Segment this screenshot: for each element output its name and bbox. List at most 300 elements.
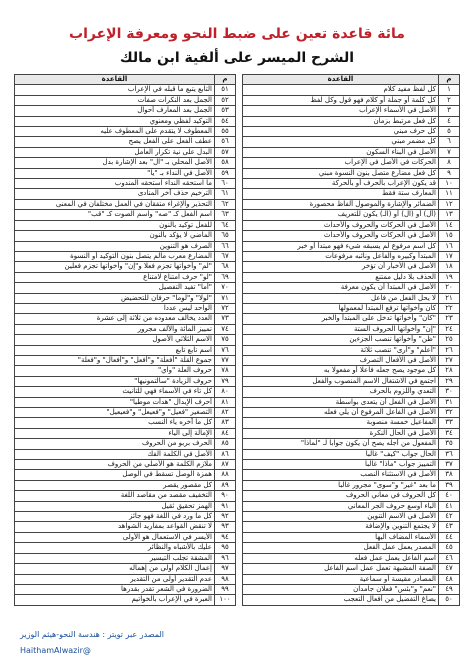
rule-text: الأصل في الفعل أن يتعدى بواسطة	[243, 397, 439, 407]
rule-number: ٧٧	[215, 355, 236, 365]
table-row	[15, 387, 236, 397]
rule-number: ٣٥	[439, 439, 460, 449]
rule-text: الأصل في الكلمة الفك	[15, 449, 215, 459]
rule-text: الجمل بعد النكرات صفات	[15, 95, 215, 105]
rule-text: الأصل في البناء السكون	[243, 147, 439, 157]
rule-text: حروف الزيادة "سألتمونيها"	[15, 376, 215, 386]
rule-number: ٦٥	[215, 231, 236, 241]
rule-text: (أل) أو (ال) أو (الـ) يكون للتعريف	[243, 210, 439, 220]
rule-number: ٧	[439, 147, 460, 157]
rule-number: ٢	[439, 95, 460, 105]
table-row	[15, 179, 236, 189]
rule-number: ٣١	[439, 397, 460, 407]
rule-text: التعدي واللزوم بالحرف	[243, 387, 439, 397]
table-row	[15, 512, 236, 522]
table-row	[15, 199, 236, 209]
rule-number: ٦٤	[215, 220, 236, 230]
rule-text: الماضي لا يؤكد بالنون	[15, 231, 215, 241]
rule-text: الإمالة إلى الياء	[15, 428, 215, 438]
table-row	[243, 470, 460, 480]
table-row	[243, 449, 460, 459]
rule-text: الأصل في الحركات والحروف والأحداث	[243, 231, 439, 241]
table-row	[243, 272, 460, 282]
table-row	[243, 428, 460, 438]
rule-number: ٧٩	[215, 376, 236, 386]
rule-text: التابع يتبع ما قبله في الإعراب	[15, 85, 215, 95]
rule-text: الترخيم حذف آخر المنادى	[15, 189, 215, 199]
table-row	[15, 272, 236, 282]
table-row	[15, 147, 236, 157]
rule-number: ٤	[439, 116, 460, 126]
table-row	[243, 532, 460, 542]
rule-number: ٢٦	[439, 345, 460, 355]
rule-text: كل تاء في الأسماء فهي للتأنيث	[15, 387, 215, 397]
table-row	[243, 106, 460, 116]
rule-number: ٧٥	[215, 335, 236, 345]
rule-text: المبتدأ وكبيره والفاعل ونائبه مرفوعات	[243, 251, 439, 261]
rule-text: كل كلمة أو جملة أو كلام فهو قول وكل لفظ	[243, 95, 439, 105]
rule-text: "إن" وأخواتها الحروف الستة	[243, 324, 439, 334]
rule-number: ١٥	[439, 231, 460, 241]
rule-text: الضرورة في الشعر تقدر بقدرها	[15, 584, 215, 594]
table-row	[243, 303, 460, 313]
rule-number: ٨٦	[215, 449, 236, 459]
table-row	[243, 345, 460, 355]
rule-text: الأصل في النداء بـ "يا"	[15, 168, 215, 178]
table-row	[243, 491, 460, 501]
rule-number: ٢١	[439, 293, 460, 303]
rule-number: ٤٨	[439, 574, 460, 584]
table-row	[243, 355, 460, 365]
table-row	[243, 241, 460, 251]
rule-number: ١	[439, 85, 460, 95]
rules-table-right	[242, 74, 460, 606]
rule-number: ٣٠	[439, 387, 460, 397]
rule-number: ٦١	[215, 189, 236, 199]
rule-text: حروف العلة "واي"	[15, 366, 215, 376]
rule-number: ٤٢	[439, 512, 460, 522]
rule-text: إعمال الكلام أولى من إهماله	[15, 564, 215, 574]
table-row	[15, 418, 236, 428]
rule-text: الأصل في الفاعل المرفوع أن يلي فعله	[243, 408, 439, 418]
table-row	[15, 335, 236, 345]
rule-text: العدد يخالف معدوده من ثلاثة إلى عشرة	[15, 314, 215, 324]
rule-text: المفعول من أجله يصح أن يكون جوابا لـ "لماذا"	[243, 439, 439, 449]
rule-number: ٣٨	[439, 470, 460, 480]
table-row	[15, 241, 236, 251]
table-row	[15, 127, 236, 137]
rule-number: ٩٢	[215, 512, 236, 522]
page-title: مائة قاعدة تعين على ضبط النحو ومعرفة الإعراب	[69, 26, 405, 42]
rule-text: المعطوف لا يتقدم على المعطوف عليه	[15, 127, 215, 137]
table-row	[15, 85, 236, 95]
table-row	[15, 189, 236, 199]
table-row	[15, 303, 236, 313]
table-row	[15, 210, 236, 220]
rule-text: الأصل في الأخبار أن تؤخر	[243, 262, 439, 272]
table-row	[243, 522, 460, 532]
rule-number: ٨٨	[215, 470, 236, 480]
table-row	[243, 95, 460, 105]
rule-number: ٨٤	[215, 428, 236, 438]
table-row	[15, 345, 236, 355]
rule-number: ٦	[439, 137, 460, 147]
column-header-rule: القاعدة	[15, 75, 215, 85]
table-row	[243, 512, 460, 522]
rule-text: الأصل في الأسماء الإعراب	[243, 106, 439, 116]
table-row	[15, 449, 236, 459]
rule-text: الضمائر والإشارة والموصول ألفاظ محصورة	[243, 199, 439, 209]
rule-number: ٥٧	[215, 147, 236, 157]
table-row	[15, 106, 236, 116]
rule-text: "لولا" و"لوما" حرفان للتحضيض	[15, 293, 215, 303]
rule-number: ٣	[439, 106, 460, 116]
rule-number: ٢٧	[439, 355, 460, 365]
rule-number: ٣٤	[439, 428, 460, 438]
table-row	[243, 262, 460, 272]
table-header-row	[15, 75, 236, 85]
rule-number: ٣٧	[439, 460, 460, 470]
rule-text: الأصل في الحركات والحروف والأحداث	[243, 220, 439, 230]
rule-number: ٧٤	[215, 324, 236, 334]
rule-text: كل الحروف في معاني الحروف	[243, 491, 439, 501]
rule-number: ٤٩	[439, 584, 460, 594]
table-row	[15, 314, 236, 324]
rule-number: ٨٩	[215, 480, 236, 490]
table-row	[15, 366, 236, 376]
rule-text: همزة الوصل تسقط في الوصل	[15, 470, 215, 480]
rule-number: ٢٥	[439, 335, 460, 345]
rule-text: التخفيف مقصد من مقاصد اللغة	[15, 491, 215, 501]
rule-number: ٩٠	[215, 491, 236, 501]
rule-number: ٥٢	[215, 95, 236, 105]
rule-text: قد يكون الإعراب بالحرف أو بالحركة	[243, 179, 439, 189]
rule-text: كل لفظ مفيد كلام	[243, 85, 439, 95]
rule-text: المصدر يعمل عمل الفعل	[243, 543, 439, 553]
twitter-handle: @HaithamAlwazir	[20, 646, 91, 655]
rule-text: البدل على نية تكرار العامل	[15, 147, 215, 157]
rule-number: ٨	[439, 158, 460, 168]
rule-text: عطف الفعل على الفعل يصح	[15, 137, 215, 147]
rule-number: ١٨	[439, 262, 460, 272]
rule-number: ٤٧	[439, 564, 460, 574]
rule-number: ٨٠	[215, 387, 236, 397]
table-row	[243, 543, 460, 553]
rule-text: الأصل في الحال النكرة	[243, 428, 439, 438]
rule-number: ٥٨	[215, 158, 236, 168]
rule-text: الأصل في الاستثناء النصب	[243, 470, 439, 480]
rule-number: ٨١	[215, 397, 236, 407]
table-row	[15, 491, 236, 501]
table-row	[15, 137, 236, 147]
rule-number: ١٠٠	[215, 595, 236, 605]
table-row	[243, 595, 460, 605]
table-row	[15, 355, 236, 365]
rule-number: ١٢	[439, 199, 460, 209]
rule-number: ٢٨	[439, 366, 460, 376]
rule-number: ٦٧	[215, 251, 236, 261]
rule-number: ٢٠	[439, 283, 460, 293]
table-row	[243, 85, 460, 95]
rule-number: ٨٢	[215, 408, 236, 418]
rule-number: ٤٠	[439, 491, 460, 501]
table-row	[15, 231, 236, 241]
table-row	[15, 376, 236, 386]
table-row	[15, 522, 236, 532]
rule-text: الباء أوسع حروف الجر المعاني	[243, 501, 439, 511]
rule-text: اسم تابع تابع	[15, 345, 215, 355]
rule-text: الحركات في الأصل في الإعراب	[243, 158, 439, 168]
table-row	[15, 428, 236, 438]
rule-number: ٥٥	[215, 127, 236, 137]
table-row	[15, 470, 236, 480]
table-row	[15, 283, 236, 293]
table-row	[243, 210, 460, 220]
table-row	[243, 397, 460, 407]
table-row	[243, 553, 460, 563]
rule-number: ١٤	[439, 220, 460, 230]
table-row	[15, 293, 236, 303]
rule-number: ٧٨	[215, 366, 236, 376]
rule-number: ٢٩	[439, 376, 460, 386]
rule-text: "كان" وأخواتها تدخل على المبتدأ والخبر	[243, 314, 439, 324]
rule-number: ١٧	[439, 251, 460, 261]
rule-number: ٨٣	[215, 418, 236, 428]
rule-number: ٥	[439, 127, 460, 137]
table-row	[15, 439, 236, 449]
rule-text: الأسماء المضاف اليها	[243, 532, 439, 542]
rule-text: يصاغ التفضيل من أفعال التعجب	[243, 595, 439, 605]
table-row	[243, 158, 460, 168]
rule-text: عدم التقدير أولى من التقدير	[15, 574, 215, 584]
table-row	[243, 335, 460, 345]
rule-text: للفعل توكيد بالنون	[15, 220, 215, 230]
rule-text: كل مقصور يقصر	[15, 480, 215, 490]
rule-number: ٥١	[215, 85, 236, 95]
rule-number: ١٩	[439, 272, 460, 282]
table-row	[243, 366, 460, 376]
rule-number: ١١	[439, 189, 460, 199]
rule-text: الصرف هو التنوين	[15, 241, 215, 251]
rule-number: ٥٣	[215, 106, 236, 116]
rule-number: ٣٣	[439, 418, 460, 428]
table-row	[15, 262, 236, 272]
rule-text: "أعلم" و"أرى" تنصب ثلاثة	[243, 345, 439, 355]
column-header-number: م	[215, 75, 236, 85]
rule-text: اسم الفاعل يعمل عمل فعله	[243, 553, 439, 563]
source-credit: المصدر عبر تويتر : هندسة النحو-هيثم الوزير	[20, 630, 165, 639]
rule-number: ٥٩	[215, 168, 236, 178]
rule-text: عليك بالأشباه والنظائر	[15, 543, 215, 553]
table-row	[243, 439, 460, 449]
rule-text: اسم الفعل كـ "صه" واسم الصوت كـ "قب"	[15, 210, 215, 220]
rule-number: ٦٩	[215, 272, 236, 282]
rule-number: ٢٣	[439, 314, 460, 324]
rule-text: كل موجود يصح جعله فاعلا أو مفعولا به	[243, 366, 439, 376]
rule-text: كان وأخواتها ترفع المبتدأ لمعمولها	[243, 303, 439, 313]
rule-number: ٣٢	[439, 408, 460, 418]
table-row	[243, 460, 460, 470]
table-row	[243, 231, 460, 241]
rule-text: المصادر مقيسة أو سماعية	[243, 574, 439, 584]
table-row	[243, 127, 460, 137]
rule-text: كل اسم مرفوع لم يسبقه شيء فهو مبتدأ أو خبر	[243, 241, 439, 251]
rule-number: ٦٠	[215, 179, 236, 189]
table-row	[15, 168, 236, 178]
rule-text: كل حرف مبني	[243, 127, 439, 137]
rule-number: ٤١	[439, 501, 460, 511]
column-header-rule: القاعدة	[243, 75, 439, 85]
rule-number: ٤٣	[439, 522, 460, 532]
table-row	[15, 116, 236, 126]
rule-text: الحال جواب "كيف" غالبا	[243, 449, 439, 459]
rule-number: ٦٦	[215, 241, 236, 251]
rule-number: ٧٠	[215, 283, 236, 293]
rule-text: "نعم" و"بئس" فعلان جامدان	[243, 584, 439, 594]
rule-text: الاسم الثلاثي الأصول	[15, 335, 215, 345]
table-row	[15, 460, 236, 470]
rule-number: ٦٢	[215, 199, 236, 209]
rule-text: لا يجتمع التنوين والإضافة	[243, 522, 439, 532]
rule-number: ٧٢	[215, 303, 236, 313]
table-row	[15, 553, 236, 563]
table-row	[243, 376, 460, 386]
rule-text: المشقة تجلب التيسير	[15, 553, 215, 563]
table-row	[243, 220, 460, 230]
rule-number: ٩٧	[215, 564, 236, 574]
table-row	[15, 480, 236, 490]
rule-number: ٣٦	[439, 449, 460, 459]
table-row	[15, 95, 236, 105]
rule-number: ١٦	[439, 241, 460, 251]
table-row	[243, 137, 460, 147]
rule-number: ٣٩	[439, 480, 460, 490]
table-row	[15, 324, 236, 334]
rule-text: "أما" تفيد التفصيل	[15, 283, 215, 293]
rule-number: ٤٦	[439, 553, 460, 563]
rule-number: ٢٤	[439, 324, 460, 334]
rule-text: ملازم الكلمة هو الأصلي من الحروف	[15, 460, 215, 470]
rule-text: الهمز تحقيق ثقيل	[15, 501, 215, 511]
table-row	[243, 480, 460, 490]
rule-number: ٧١	[215, 293, 236, 303]
table-row	[15, 397, 236, 407]
table-row	[15, 220, 236, 230]
rule-text: التصغير "فعيل" و"فعيعل" و"فعيعيل"	[15, 408, 215, 418]
rule-text: "لم" وأخواتها تجزم فعلا و"إن" وأخواتها تجزم فعلين	[15, 262, 215, 272]
rule-text: الصفة المشبهة تعمل عمل اسم الفاعل	[243, 564, 439, 574]
table-row	[243, 147, 460, 157]
rule-text: الأصل في الأفعال التصرف	[243, 355, 439, 365]
table-row	[15, 574, 236, 584]
rule-text: التحذير والإغراء متفقان في العمل مختلفان في المعنى	[15, 199, 215, 209]
rule-text: تمييز المائة والألف مجرور	[15, 324, 215, 334]
rule-number: ٦٣	[215, 210, 236, 220]
rule-number: ٨٧	[215, 460, 236, 470]
rule-number: ٤٥	[439, 543, 460, 553]
rule-number: ٧٣	[215, 314, 236, 324]
rule-text: اجتمع في الاشتغال الاسم المنصوب والفعل	[243, 376, 439, 386]
rule-number: ٩٣	[215, 522, 236, 532]
rule-text: الجمل بعد المعارف أحوال	[15, 106, 215, 116]
table-row	[243, 314, 460, 324]
page-subtitle: الشرح الميسر على ألفية ابن مالك	[119, 50, 355, 66]
table-row	[243, 293, 460, 303]
table-row	[243, 251, 460, 261]
rule-text: كل ما آخره ياء النسب	[15, 418, 215, 428]
table-row	[15, 251, 236, 261]
table-row	[243, 168, 460, 178]
table-row	[243, 116, 460, 126]
rule-text: ما استحقه النداء استحقه المندوب	[15, 179, 215, 189]
rule-text: جموع القلة "أفعلة" و"أفعل" و"أفعال" و"فعلة"	[15, 355, 215, 365]
table-row	[15, 543, 236, 553]
rule-text: كل مضمر مبني	[243, 137, 439, 147]
rule-number: ٩	[439, 168, 460, 178]
rule-number: ٩١	[215, 501, 236, 511]
table-row	[15, 564, 236, 574]
rule-text: "لو" حرف امتناع لامتناع	[15, 272, 215, 282]
rule-number: ٩٥	[215, 543, 236, 553]
rule-number: ٥٠	[439, 595, 460, 605]
table-row	[243, 574, 460, 584]
table-row	[15, 158, 236, 168]
table-row	[243, 387, 460, 397]
rule-text: كل ما ورد في اللغة فهو جائز	[15, 512, 215, 522]
rule-text: الحذف بلا دليل ممتنع	[243, 272, 439, 282]
rule-text: التوكيد لفظي ومعنوي	[15, 116, 215, 126]
rule-number: ٥٤	[215, 116, 236, 126]
rule-number: ٧٦	[215, 345, 236, 355]
rule-number: ٩٤	[215, 532, 236, 542]
rule-text: لا يحل الفعل من فاعل	[243, 293, 439, 303]
table-row	[15, 584, 236, 594]
table-row	[243, 408, 460, 418]
rule-text: كل فعل مضارع متصل بنون النسوة مبني	[243, 168, 439, 178]
table-row	[243, 189, 460, 199]
rule-number: ٦٨	[215, 262, 236, 272]
rule-number: ٩٦	[215, 553, 236, 563]
table-row	[15, 532, 236, 542]
rule-text: المفاعيل خمسة منصوبة	[243, 418, 439, 428]
rule-text: الأصل في المبتدأ أن يكون معرفة	[243, 283, 439, 293]
rule-text: المضارع معرب مالم يتصل بنون التوكيد أو النسوة	[15, 251, 215, 261]
rule-number: ٩٩	[215, 584, 236, 594]
rule-text: أحرف الإبدال "هدأت موطيا"	[15, 397, 215, 407]
rule-text: الواحد ليس عددا	[15, 303, 215, 313]
table-row	[243, 283, 460, 293]
rule-text: التمييز جواب "ماذا" غالبا	[243, 460, 439, 470]
rule-text: الحرف بربو من الحروف	[15, 439, 215, 449]
rule-number: ١٣	[439, 210, 460, 220]
rule-text: "ظن" وأخواتها تنصب الجزءين	[243, 335, 439, 345]
rule-number: ٢٢	[439, 303, 460, 313]
table-row	[243, 324, 460, 334]
rule-number: ٨٥	[215, 439, 236, 449]
rules-table-left	[14, 74, 236, 606]
rule-number: ٥٦	[215, 137, 236, 147]
rule-number: ١٠	[439, 179, 460, 189]
rule-text: الأصل المحلي بـ "ال" بعد الإشارة بدل	[15, 158, 215, 168]
table-row	[243, 179, 460, 189]
table-row	[15, 408, 236, 418]
table-row	[15, 501, 236, 511]
table-row	[243, 564, 460, 574]
rule-text: المعارف ستة فقط	[243, 189, 439, 199]
rule-text: لا تنقض القواعد بمفاريد الشواهد	[15, 522, 215, 532]
rule-text: العبرة في الإعراب بالخواتيم	[15, 595, 215, 605]
table-header-row	[243, 75, 460, 85]
